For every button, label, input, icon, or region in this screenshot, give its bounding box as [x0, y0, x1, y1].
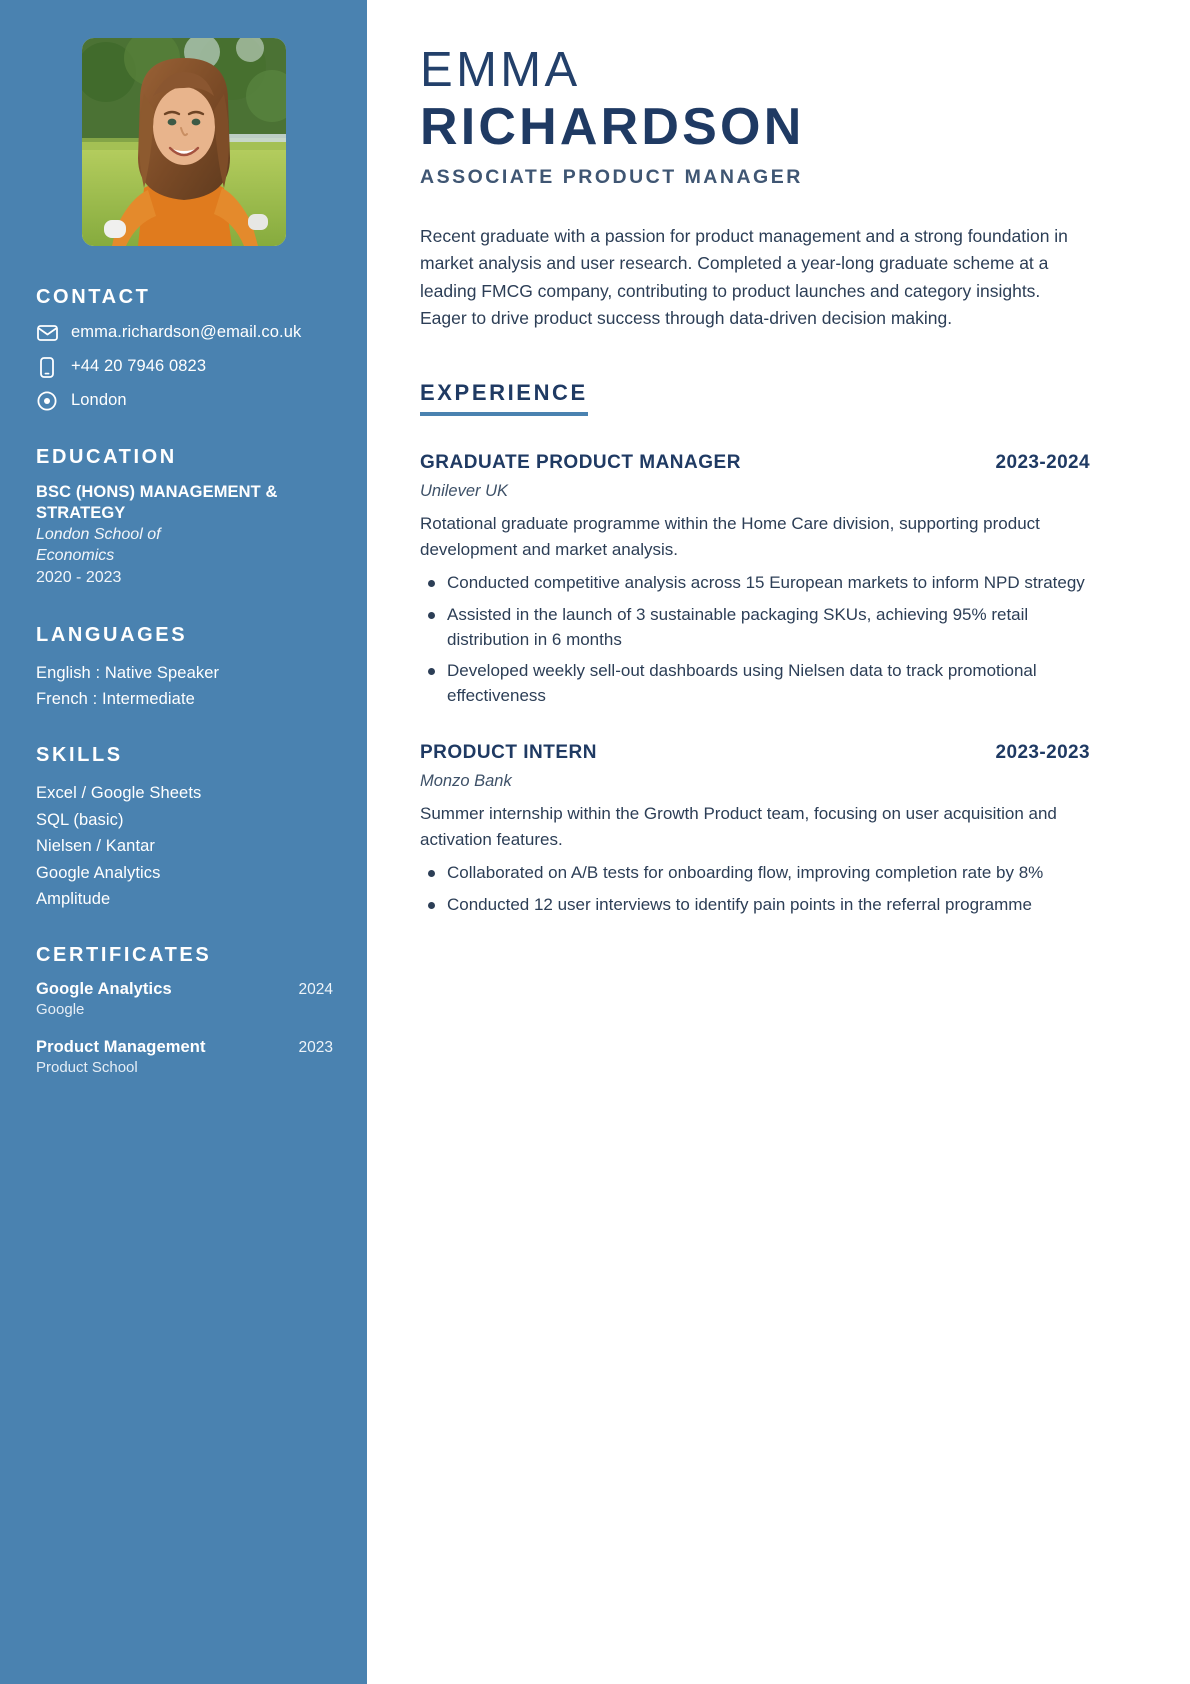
- education-heading: EDUCATION: [36, 446, 177, 468]
- certificate-name: Google Analytics: [36, 980, 172, 999]
- education-degree: BSC (HONS) MANAGEMENT & STRATEGY: [36, 483, 278, 522]
- contact-section: [36, 286, 333, 412]
- experience-role: GRADUATE PRODUCT MANAGER: [420, 452, 741, 474]
- sidebar-body: [0, 286, 367, 1078]
- education-years: 2020 - 2023: [36, 569, 122, 587]
- experience-company: Unilever UK: [420, 482, 509, 501]
- header: [420, 44, 1090, 189]
- experience-description: Summer internship within the Growth Product team, focusing on user acquisition and activation features.: [420, 804, 1057, 849]
- contact-location-row[interactable]: [36, 390, 333, 412]
- certificate-item: [36, 1038, 333, 1078]
- contact-heading: CONTACT: [36, 286, 151, 308]
- professional-title: ASSOCIATE PRODUCT MANAGER: [420, 166, 803, 189]
- skill-item: Amplitude: [36, 889, 111, 908]
- education-section: [36, 446, 333, 590]
- certificate-name: Product Management: [36, 1037, 206, 1056]
- profile-summary: Recent graduate with a passion for product management and a strong foundation in market analysis and user research. Completed a year-long graduate scheme at a leading FMCG company, contributing to product launches and category insights. Eager to drive product success through data-driven decision making.: [420, 226, 1068, 328]
- experience-bullet: Conducted competitive analysis across 15 European markets to inform NPD strategy: [420, 571, 1090, 596]
- profile-photo-image: [82, 38, 286, 246]
- experience-bullet: Developed weekly sell-out dashboards using Nielsen data to track promotional effectiveness: [420, 659, 1090, 708]
- contact-phone-row[interactable]: [36, 356, 333, 378]
- certificates-section: [36, 944, 333, 1078]
- sidebar: [0, 0, 367, 1684]
- skill-item: Google Analytics: [36, 863, 161, 882]
- skills-heading: SKILLS: [36, 744, 123, 767]
- language-item: French : Intermediate: [36, 689, 195, 708]
- skill-item: SQL (basic): [36, 810, 124, 829]
- location-pin-icon: [36, 390, 58, 412]
- languages-section: [36, 624, 333, 713]
- experience-description: Rotational graduate programme within the Home Care division, supporting product development and market analysis.: [420, 514, 1040, 559]
- languages-heading: LANGUAGES: [36, 623, 188, 646]
- experience-bullet: Assisted in the launch of 3 sustainable packaging SKUs, achieving 95% retail distribution in 6 months: [420, 603, 1090, 652]
- first-name: EMMA: [420, 43, 581, 97]
- experience-header-row: [420, 452, 1090, 474]
- experience-bullet: Collaborated on A/B tests for onboarding flow, improving completion rate by 8%: [420, 861, 1090, 886]
- contact-email-row[interactable]: [36, 322, 333, 344]
- envelope-icon: [36, 322, 58, 344]
- certificate-top-row: [36, 980, 333, 999]
- contact-email-value: emma.richardson@email.co.uk: [71, 323, 302, 342]
- certificate-year: 2023: [298, 1038, 333, 1056]
- experience-company: Monzo Bank: [420, 772, 512, 791]
- certificate-issuer: Product School: [36, 1058, 138, 1076]
- experience-role: PRODUCT INTERN: [420, 742, 597, 764]
- experience-bullet: Conducted 12 user interviews to identify pain points in the referral programme: [420, 893, 1090, 918]
- experience-bullet-list: [420, 571, 1090, 708]
- phone-icon: [36, 356, 58, 378]
- skill-item: Nielsen / Kantar: [36, 837, 155, 856]
- certificate-issuer: Google: [36, 1001, 85, 1019]
- experience-entry: [420, 452, 1090, 708]
- profile-photo-wrapper: [0, 38, 367, 246]
- language-item: English : Native Speaker: [36, 663, 220, 682]
- experience-header-row: [420, 742, 1090, 764]
- certificate-year: 2024: [298, 981, 333, 999]
- profile-photo: [82, 38, 286, 246]
- experience-heading: EXPERIENCE: [420, 380, 588, 416]
- skills-section: [36, 744, 333, 912]
- certificate-item: [36, 980, 333, 1020]
- last-name: RICHARDSON: [420, 97, 805, 156]
- certificate-top-row: [36, 1038, 333, 1057]
- experience-dates: 2023-2023: [995, 742, 1090, 764]
- experience-bullet-list: [420, 861, 1090, 917]
- experience-dates: 2023-2024: [995, 452, 1090, 474]
- experience-entry: [420, 742, 1090, 917]
- skill-item: Excel / Google Sheets: [36, 784, 202, 803]
- contact-phone-value: +44 20 7946 0823: [71, 357, 207, 376]
- contact-location-value: London: [71, 391, 127, 410]
- certificates-heading: CERTIFICATES: [36, 944, 212, 967]
- education-school: London School of Economics: [36, 526, 161, 564]
- main-content: [367, 0, 1190, 1684]
